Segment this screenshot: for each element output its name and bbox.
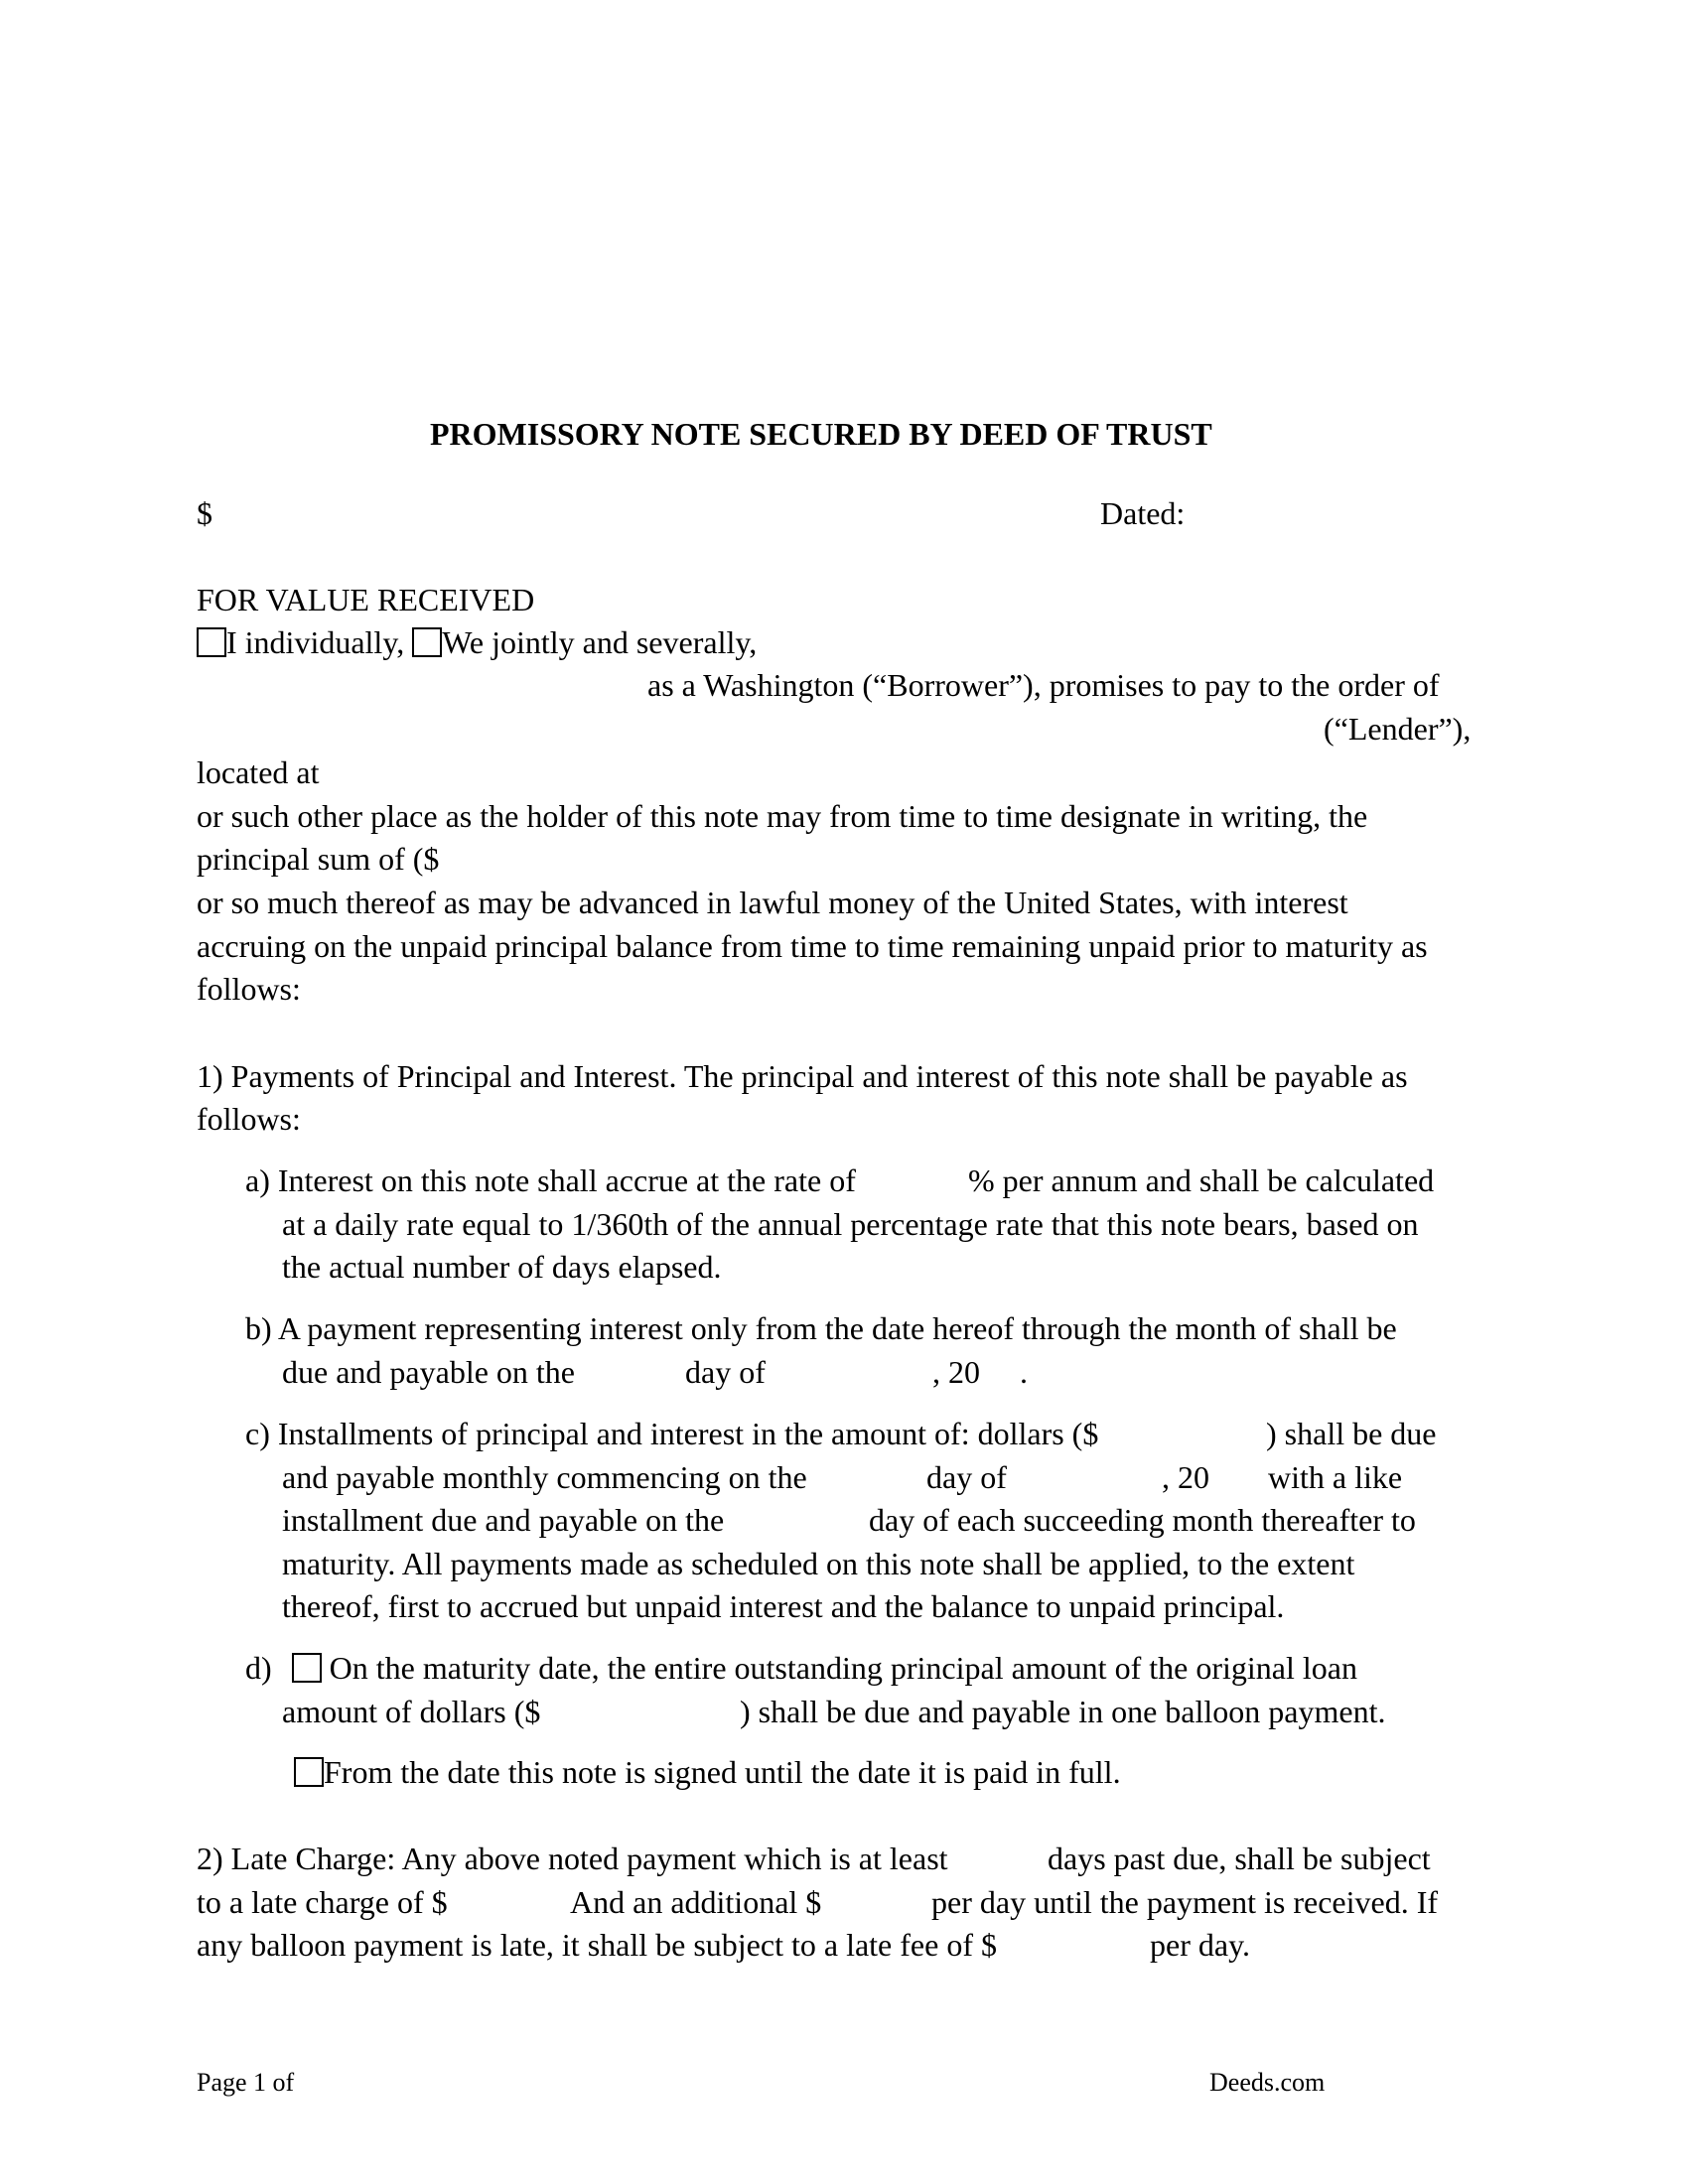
item-c-line3-a: installment due and payable on the bbox=[282, 1502, 725, 1538]
date-signed-checkbox[interactable] bbox=[294, 1757, 324, 1787]
footer-brand: Deeds.com bbox=[1209, 2068, 1326, 2097]
item-c-line2-d: with a like bbox=[1268, 1459, 1403, 1495]
borrower-type-options bbox=[197, 623, 757, 661]
section1-heading-1: 1) Payments of Principal and Interest. The principal and interest of this note shall be payable as bbox=[197, 1058, 1408, 1094]
item-d-line1 bbox=[245, 1649, 1357, 1687]
item-a-line3: the actual number of days elapsed. bbox=[282, 1249, 722, 1285]
located-at: located at bbox=[197, 754, 320, 790]
item-a-line1-prefix: a) Interest on this note shall accrue at the rate of bbox=[245, 1162, 856, 1198]
item-b-line2-a: due and payable on the bbox=[282, 1354, 575, 1390]
section2-line2-a: to a late charge of $ bbox=[197, 1884, 448, 1920]
item-c-line2-a: and payable monthly commencing on the bbox=[282, 1459, 807, 1495]
item-c-line4: maturity. All payments made as scheduled on this note shall be applied, to the extent bbox=[282, 1546, 1355, 1581]
so-much-line: or so much thereof as may be advanced in lawful money of the United States, with interest bbox=[197, 885, 1348, 920]
item-a-line2: at a daily rate equal to 1/360th of the annual percentage rate that this note bears, based on bbox=[282, 1206, 1419, 1242]
amount-symbol: $ bbox=[197, 495, 212, 531]
lender-line: (“Lender”), bbox=[1324, 711, 1472, 747]
item-c-line1-a: c) Installments of principal and interest in the amount of: dollars ($ bbox=[245, 1416, 1099, 1451]
dated-label: Dated: bbox=[1100, 495, 1186, 531]
individually-label: I individually, bbox=[226, 624, 405, 660]
section2-line1-a: 2) Late Charge: Any above noted payment which is at least bbox=[197, 1841, 948, 1876]
borrower-line: as a Washington (“Borrower”), promises to pay to the order of bbox=[647, 667, 1440, 703]
item-c-line3-b: day of each succeeding month thereafter to bbox=[869, 1502, 1416, 1538]
item-b-line1: b) A payment representing interest only from the date hereof through the month of shall be bbox=[245, 1310, 1397, 1346]
item-b-line2-d: . bbox=[1020, 1354, 1028, 1390]
item-d-option2 bbox=[294, 1753, 1121, 1791]
item-a-line1-suffix: % per annum and shall be calculated bbox=[968, 1162, 1435, 1198]
item-c-line2-b: day of bbox=[926, 1459, 1007, 1495]
item-b-line2-b: day of bbox=[685, 1354, 766, 1390]
section1-heading-2: follows: bbox=[197, 1101, 301, 1137]
item-c-line5: thereof, first to accrued but unpaid interest and the balance to unpaid principal. bbox=[282, 1588, 1285, 1624]
jointly-checkbox[interactable] bbox=[412, 627, 442, 657]
other-place-line: or such other place as the holder of this note may from time to time designate in writing, the bbox=[197, 798, 1368, 834]
accruing-line: accruing on the unpaid principal balance from time to time remaining unpaid prior to maturity as bbox=[197, 928, 1428, 964]
item-b-line2-c: , 20 bbox=[932, 1354, 980, 1390]
maturity-balloon-checkbox[interactable] bbox=[292, 1653, 322, 1683]
section2-line3-b: per day. bbox=[1150, 1927, 1250, 1963]
principal-sum-line: principal sum of ($ bbox=[197, 841, 440, 877]
footer-page-label: Page 1 of bbox=[197, 2068, 295, 2097]
section2-line3-a: any balloon payment is late, it shall be subject to a late fee of $ bbox=[197, 1927, 997, 1963]
section2-line2-c: per day until the payment is received. If bbox=[931, 1884, 1439, 1920]
individually-checkbox[interactable] bbox=[197, 627, 226, 657]
item-c-line2-c: , 20 bbox=[1162, 1459, 1209, 1495]
document-title: PROMISSORY NOTE SECURED BY DEED OF TRUST bbox=[430, 416, 1212, 452]
jointly-label: We jointly and severally, bbox=[442, 624, 758, 660]
follows-line: follows: bbox=[197, 971, 301, 1007]
item-d-line2-a: amount of dollars ($ bbox=[282, 1694, 541, 1729]
section2-line1-b: days past due, shall be subject bbox=[1048, 1841, 1431, 1876]
for-value-received: FOR VALUE RECEIVED bbox=[197, 582, 535, 617]
section2-line2-b: And an additional $ bbox=[570, 1884, 822, 1920]
item-d-line2-b: ) shall be due and payable in one balloon payment. bbox=[740, 1694, 1386, 1729]
item-c-line1-b: ) shall be due bbox=[1266, 1416, 1437, 1451]
item-d-option2-text: From the date this note is signed until the date it is paid in full. bbox=[324, 1754, 1121, 1790]
item-d-label: d) bbox=[245, 1650, 272, 1686]
item-d-line1-text: On the maturity date, the entire outstanding principal amount of the original loan bbox=[329, 1650, 1357, 1686]
